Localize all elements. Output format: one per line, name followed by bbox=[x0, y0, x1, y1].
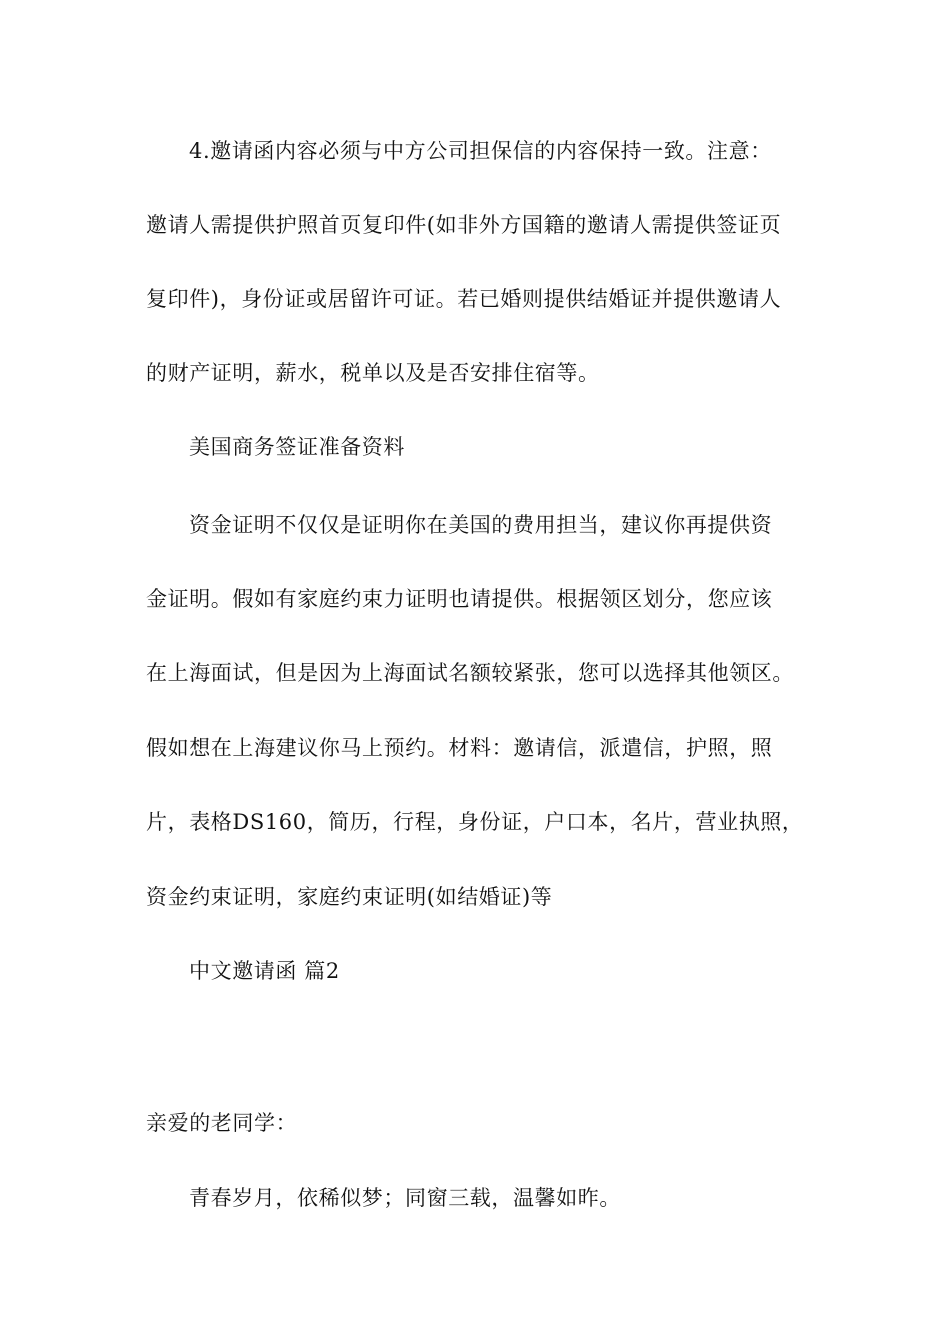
paragraph-line: 的财产证明，薪水，税单以及是否安排住宿等。 bbox=[146, 361, 600, 385]
paragraph-line: 金证明。假如有家庭约束力证明也请提供。根据领区划分，您应该 bbox=[146, 587, 773, 611]
paragraph-line: 资金约束证明，家庭约束证明(如结婚证)等 bbox=[146, 885, 553, 909]
section-heading: 美国商务签证准备资料 bbox=[189, 435, 405, 459]
paragraph-line: 青春岁月，依稀似梦；同窗三载，温馨如昨。 bbox=[189, 1186, 621, 1210]
paragraph-line: 假如想在上海建议你马上预约。材料：邀请信，派遣信，护照，照 bbox=[146, 736, 773, 760]
paragraph-line: 复印件)，身份证或居留许可证。若已婚则提供结婚证并提供邀请人 bbox=[146, 287, 782, 311]
section-heading: 中文邀请函 篇2 bbox=[189, 959, 340, 983]
salutation: 亲爱的老同学： bbox=[146, 1111, 298, 1135]
paragraph-line: 邀请人需提供护照首页复印件(如非外方国籍的邀请人需提供签证页 bbox=[146, 213, 782, 237]
paragraph-line: 在上海面试，但是因为上海面试名额较紧张，您可以选择其他领区。 bbox=[146, 661, 794, 685]
paragraph-line: 资金证明不仅仅是证明你在美国的费用担当，建议你再提供资 bbox=[189, 513, 773, 537]
paragraph-line: 片，表格DS160，简历，行程，身份证，户口本，名片，营业执照， bbox=[146, 810, 804, 834]
paragraph-line: 4.邀请函内容必须与中方公司担保信的内容保持一致。注意： bbox=[189, 139, 772, 163]
